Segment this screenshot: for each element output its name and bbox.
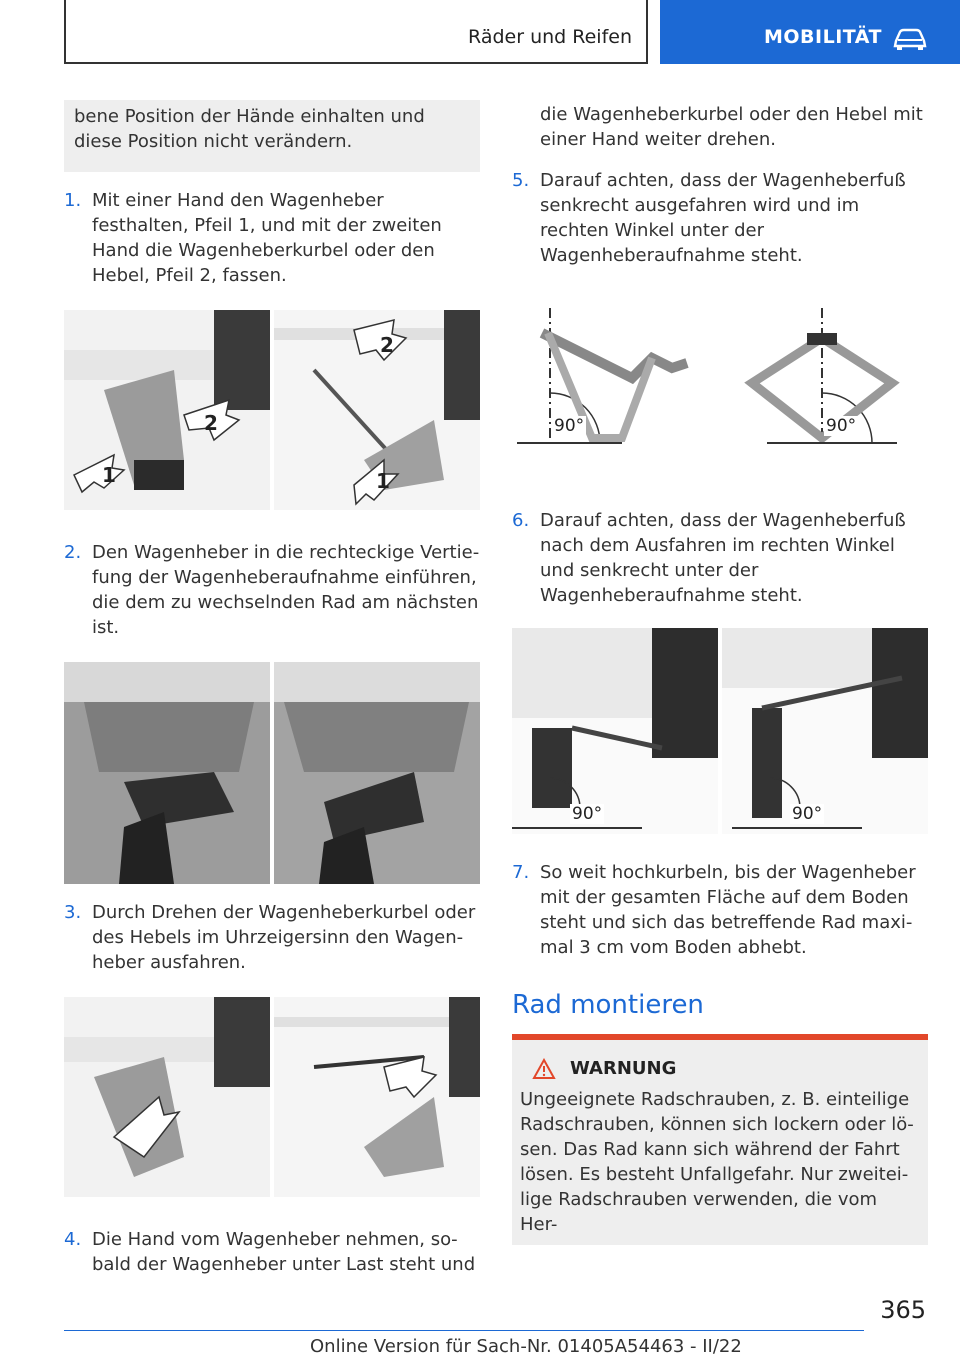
step-text: Darauf achten, dass der Wagenheberfuß senkrecht ausgefahren wird und im rechten Winkel unter der Wagenheberaufnahme steht. bbox=[540, 170, 906, 266]
section-title: Räder und Reifen bbox=[468, 26, 632, 48]
step-text: Darauf achten, dass der Wagenheberfuß nach dem Ausfahren im rechten Winkel und senkrecht unter der Wagenheberaufnahme steht. bbox=[540, 510, 906, 606]
photo-jack-angle-right bbox=[722, 628, 928, 834]
section-heading: Rad montieren bbox=[512, 990, 704, 1020]
illustration-crank-right bbox=[274, 997, 480, 1197]
footer-text: Online Version für Sach-Nr. 01405A54463 - II/22 bbox=[310, 1336, 742, 1357]
page-number: 365 bbox=[880, 1296, 926, 1324]
illustration-jack-hand-right bbox=[274, 310, 480, 510]
illustration-crank-left bbox=[64, 997, 270, 1197]
step-number: 5. bbox=[512, 170, 530, 191]
step-text: Mit einer Hand den Wagenheber festhalten, Pfeil 1, und mit der zweiten Hand die Wagenheberkurbel oder den Hebel, Pfeil 2, fassen. bbox=[92, 190, 442, 286]
step-text: So weit hochkurbeln, bis der Wagenheber mit der gesamten Fläche auf dem Boden steht und sich das betreffende Rad maximal 3 cm vom Boden abhebt. bbox=[540, 862, 916, 958]
angle-label: 90° bbox=[826, 416, 857, 436]
step-number: 6. bbox=[512, 510, 530, 531]
arrow-label: 2 bbox=[380, 333, 394, 357]
illustration-jack-hand-left bbox=[64, 310, 270, 510]
warning-triangle-icon bbox=[532, 1058, 556, 1080]
step-number: 2. bbox=[64, 542, 82, 563]
warning-title: WARNUNG bbox=[570, 1058, 677, 1079]
figure-jack-angle-diagram bbox=[512, 308, 928, 468]
chapter-title: MOBILITÄT bbox=[764, 26, 882, 48]
step-2 bbox=[64, 540, 480, 640]
warning-box bbox=[512, 1034, 928, 1245]
step-number: 1. bbox=[64, 190, 82, 211]
left-column bbox=[64, 100, 480, 1277]
step-7 bbox=[512, 860, 928, 960]
step-6 bbox=[512, 508, 928, 608]
arrow-label: 1 bbox=[102, 463, 116, 487]
angle-label: 90° bbox=[554, 416, 585, 436]
arrow-label: 2 bbox=[204, 411, 218, 435]
warning-header bbox=[532, 1056, 920, 1081]
footer-divider bbox=[64, 1330, 864, 1331]
step-text: die Wagenheberkurbel oder den Hebel mit einer Hand weiter drehen. bbox=[540, 104, 923, 150]
warning-text: Ungeeignete Radschrauben, z. B. einteilige Radschrauben, können sich lockern oder lösen. Das Rad kann sich während der Fahrt lösen. Es besteht Unfallgefahr. Nur zweiteilige Radschrauben verwenden, die vom Her- bbox=[520, 1089, 914, 1235]
header-chapter-box bbox=[660, 0, 960, 64]
car-icon bbox=[892, 27, 928, 51]
photo-jack-angle-left bbox=[512, 628, 718, 834]
photo-jack-point-right bbox=[274, 662, 480, 884]
diagram-jack-side-view bbox=[512, 308, 712, 468]
step-4-continued bbox=[512, 102, 928, 152]
step-number: 4. bbox=[64, 1229, 82, 1250]
header-section-box bbox=[64, 0, 648, 64]
step-3 bbox=[64, 900, 480, 975]
step-number: 7. bbox=[512, 862, 530, 883]
step-5 bbox=[512, 168, 928, 268]
figure-jack-point bbox=[64, 662, 480, 884]
angle-label: 90° bbox=[792, 804, 823, 824]
step-number: 3. bbox=[64, 902, 82, 923]
figure-jack-angle-photos bbox=[512, 628, 928, 834]
step-text: Die Hand vom Wagenheber nehmen, sobald der Wagenheber unter Last steht und bbox=[92, 1229, 476, 1275]
figure-crank-jack bbox=[64, 997, 480, 1197]
step-text: Durch Drehen der Wagenheberkurbel oder des Hebels im Uhrzeigersinn den Wagenheber ausfahren. bbox=[92, 902, 476, 973]
step-4 bbox=[64, 1227, 480, 1277]
photo-jack-point-left bbox=[64, 662, 270, 884]
step-text: Den Wagenheber in die rechteckige Vertiefung der Wagenheberaufnahme einführen, die dem zu wechselnden Rad am nächsten ist. bbox=[92, 542, 480, 638]
right-column bbox=[512, 100, 928, 1245]
arrow-label: 1 bbox=[376, 469, 390, 493]
angle-label: 90° bbox=[572, 804, 603, 824]
step-1 bbox=[64, 188, 480, 288]
figure-hold-jack bbox=[64, 310, 480, 510]
diagram-jack-front-view bbox=[722, 308, 922, 468]
hint-box: bene Position der Hände einhalten und diese Position nicht verändern. bbox=[64, 100, 480, 172]
